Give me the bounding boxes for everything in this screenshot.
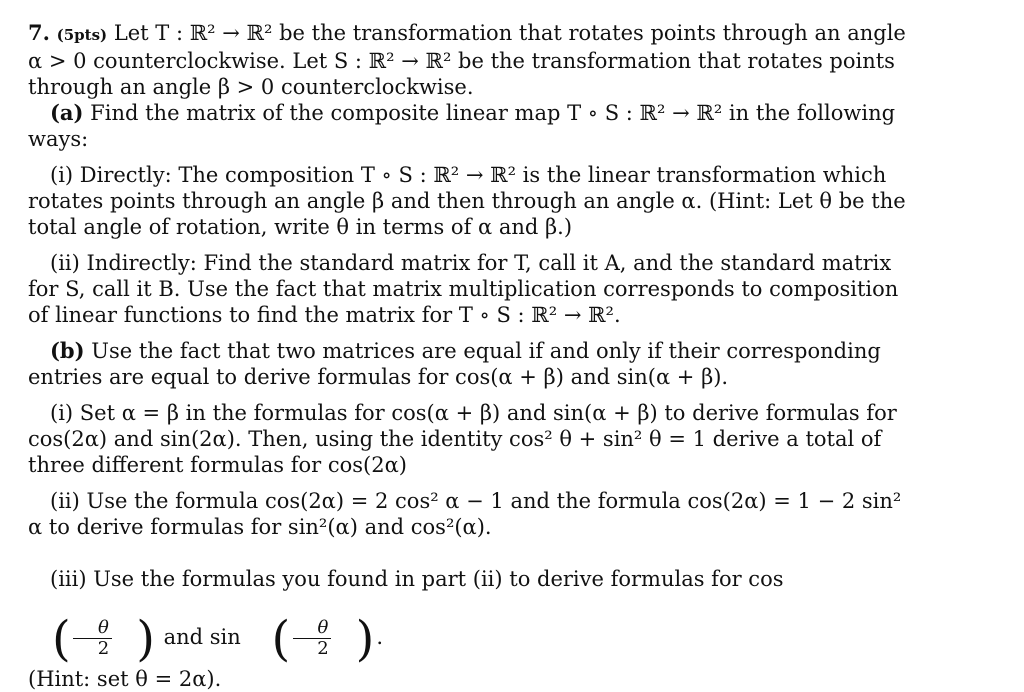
sin-fraction: ( $\frac{\theta}{2}$ ) <box>271 610 375 667</box>
part-a-i: (i) Directly: The composition T ∘ S : ℝ² → ℝ² is the linear transformation which rotates points through an angle β and then through an angle α. (Hint: Let θ be the total angle of rotation, write θ in terms of α and β.) <box>28 163 906 239</box>
part-b-iii-and: and sin <box>163 625 241 649</box>
part-b-i: (i) Set α = β in the formulas for cos(α + β) and sin(α + β) to derive formulas for cos(2α) and sin(2α). Then, using the identity cos² θ + sin² θ = 1 derive a total of three different formulas for cos(2α) <box>28 401 897 477</box>
part-b-iii-prefix: (iii) Use the formulas you found in part (ii) to derive formulas for cos <box>50 567 784 591</box>
problem-number: 7. <box>28 20 50 45</box>
cos-fraction: ( $\frac{\theta}{2}$ ) <box>52 610 155 667</box>
part-b-iii-hint: (Hint: set θ = 2α). <box>28 667 222 691</box>
problem-intro-text: Let T : ℝ² → ℝ² be the transformation that rotates points through an angle α > 0 counterclockwise. Let S : ℝ² → ℝ² be the transformation that rotates points through an angle β > 0 counterclockwise. <box>28 21 906 99</box>
problem-intro <box>28 20 914 100</box>
part-a-label: (a) <box>50 100 84 125</box>
part-b-ii: (ii) Use the formula cos(2α) = 2 cos² α − 1 and the formula cos(2α) = 1 − 2 sin² α to derive formulas for sin²(α) and cos²(α). <box>28 489 902 539</box>
part-a-ii: (ii) Indirectly: Find the standard matrix for T, call it A, and the standard matrix for S, call it B. Use the fact that matrix multiplication corresponds to composition of linear functions to find the matrix for T ∘ S : ℝ² → ℝ². <box>28 251 899 327</box>
part-b-iii <box>28 550 914 666</box>
part-b-label: (b) <box>50 338 85 363</box>
part-b-text: Use the fact that two matrices are equal if and only if their corresponding entries are equal to derive formulas for cos(α + β) and sin(α + β). <box>28 339 881 389</box>
part-a-text: Find the matrix of the composite linear map T ∘ S : ℝ² → ℝ² in the following ways: <box>28 101 896 151</box>
sin-fraction-numerator: θ <box>293 618 332 639</box>
part-b-iii-end: . <box>376 625 384 649</box>
sin-fraction-denominator: 2 <box>317 638 329 659</box>
cos-fraction-numerator: θ <box>73 618 112 639</box>
part-a <box>28 100 914 152</box>
problem-points: (5pts) <box>56 26 108 44</box>
part-b <box>28 338 914 390</box>
cos-fraction-denominator: 2 <box>97 638 110 659</box>
